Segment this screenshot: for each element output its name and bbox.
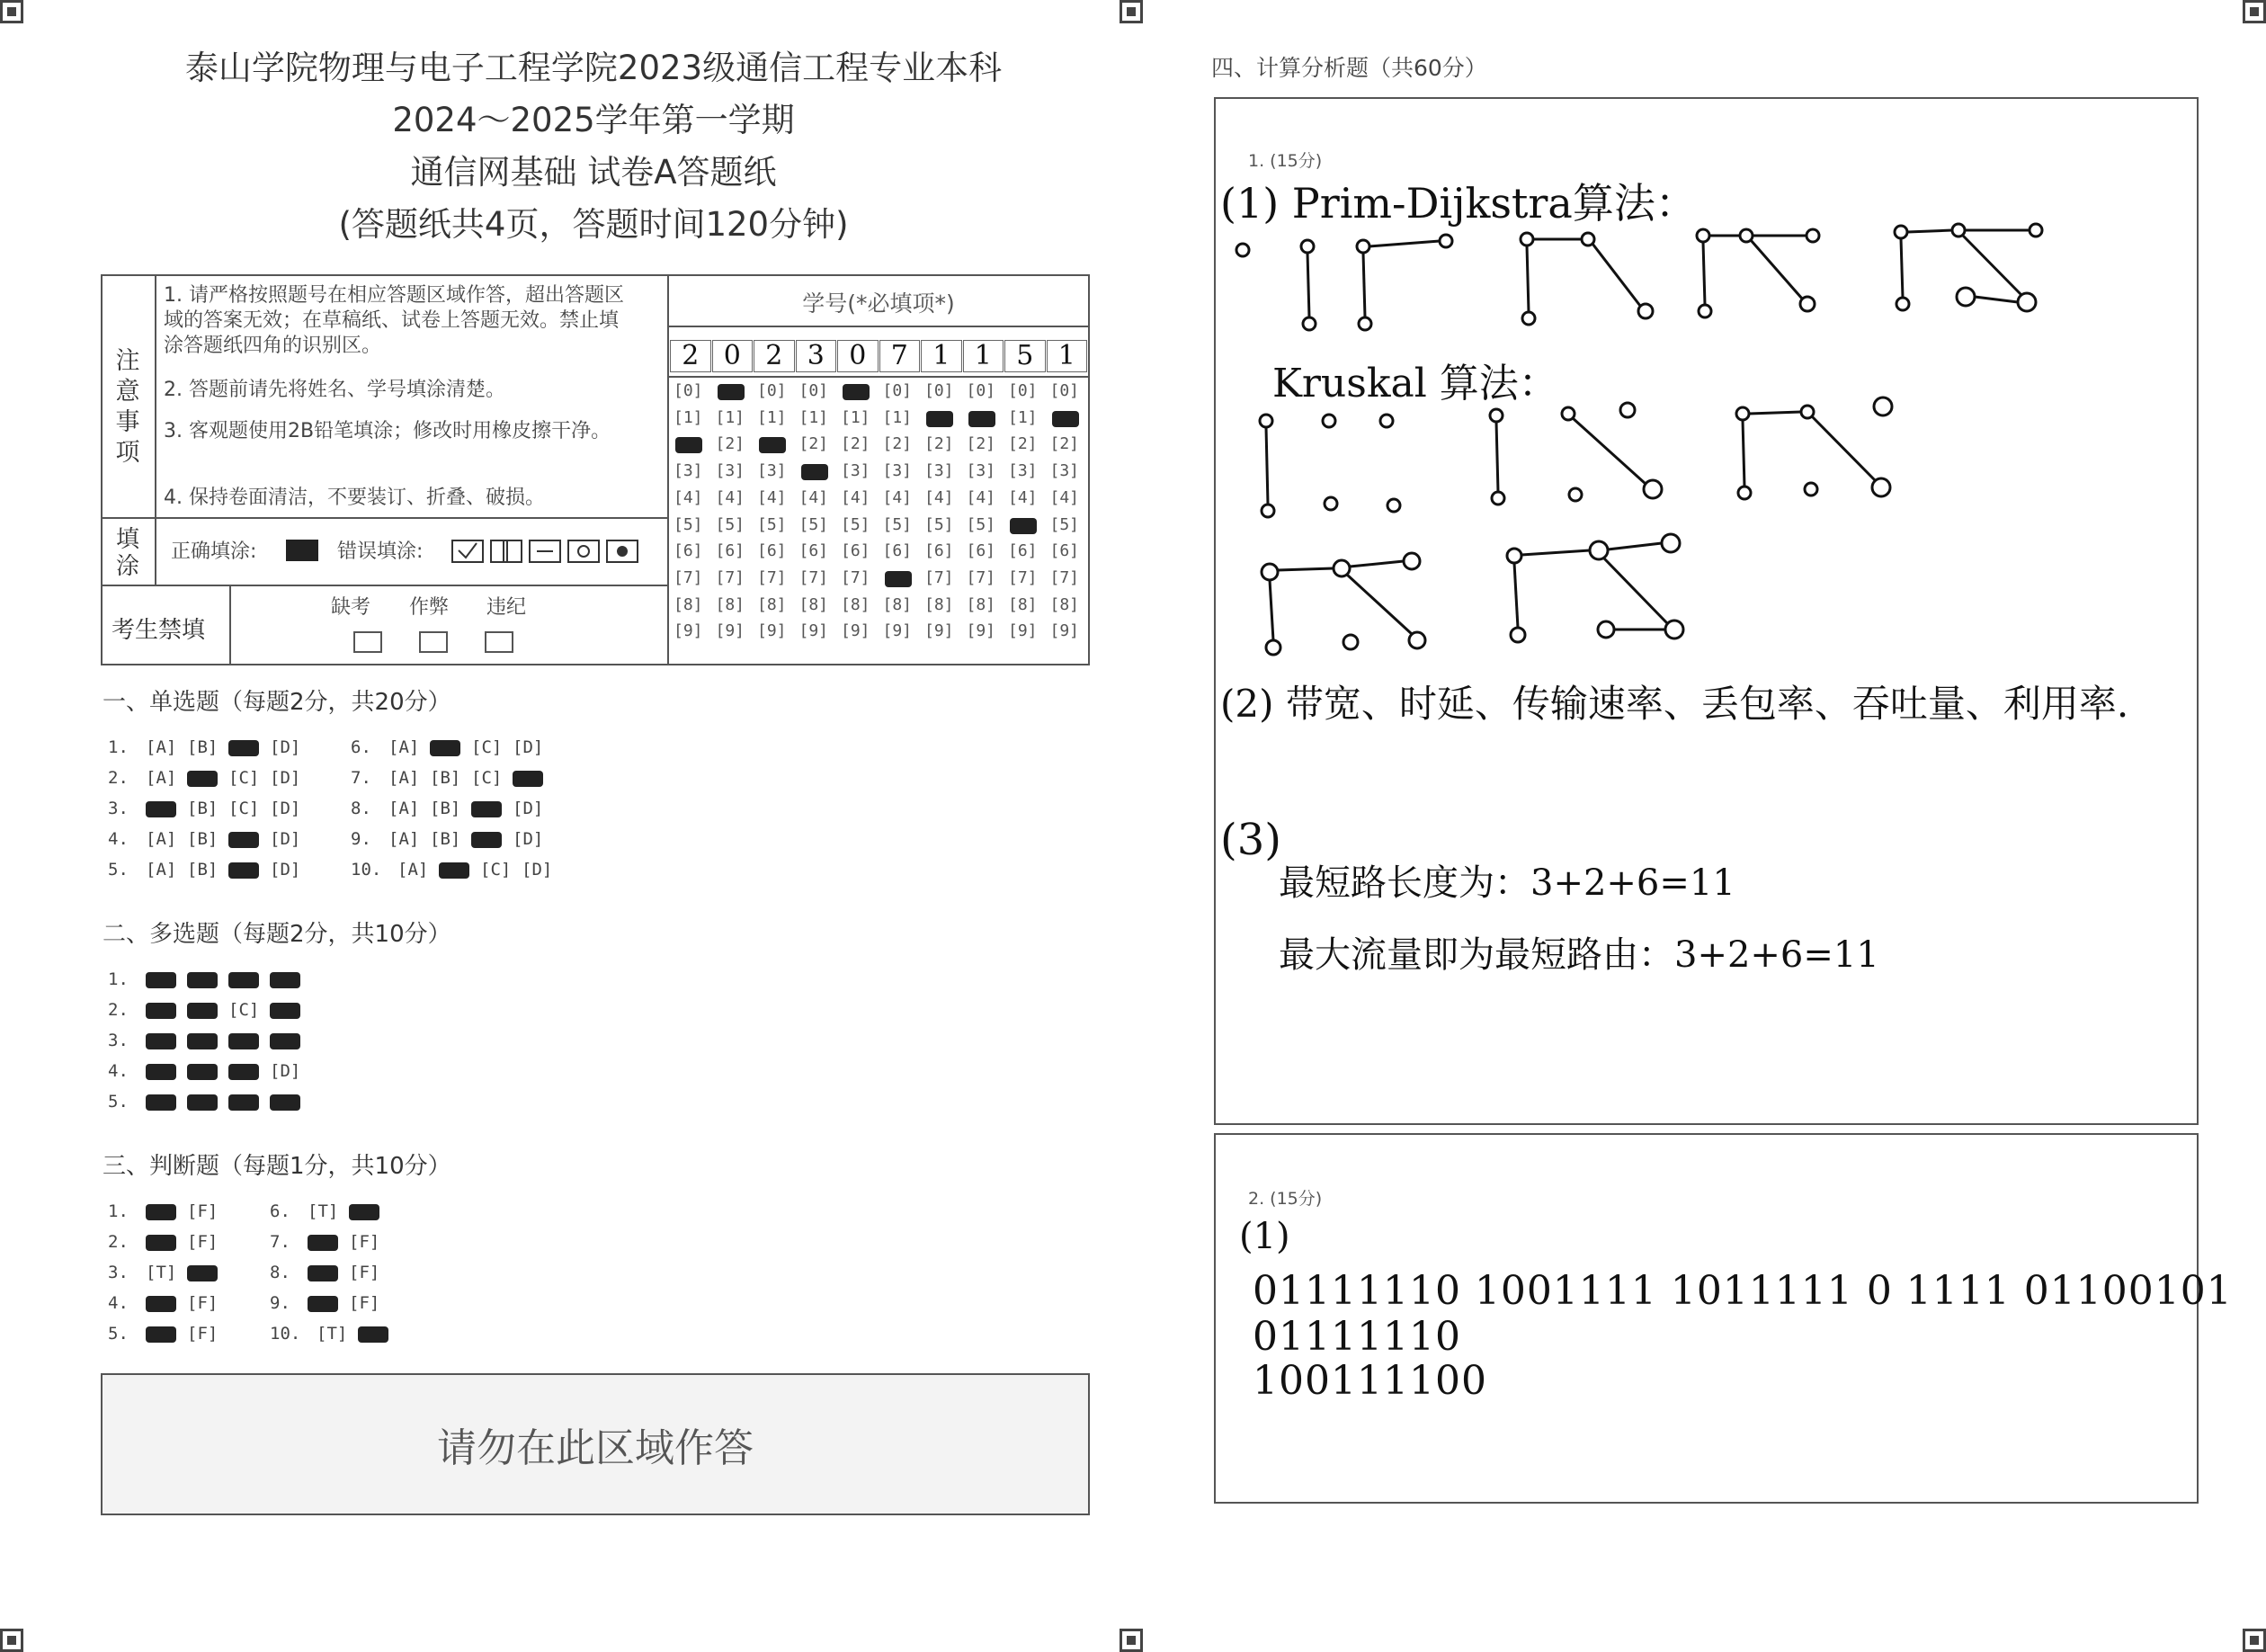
answer-row (108, 860, 311, 880)
question-number: 9. (270, 1293, 301, 1313)
student-id-bubble[interactable]: [9] (882, 621, 913, 641)
fill-correct-label: 正确填涂: (171, 540, 257, 563)
student-id-bubble[interactable]: [2] (966, 434, 996, 454)
option-bubble[interactable]: [F] (187, 1324, 219, 1344)
notice-item-4: 4. 保持卷面清洁，不要装订、折叠、破损。 (164, 487, 545, 509)
student-id-bubble[interactable]: [6] (841, 541, 870, 561)
option-bubble[interactable]: [C] (471, 768, 503, 788)
student-id-bubble[interactable]: [5] (798, 514, 829, 534)
student-id-bubble[interactable]: [9] (841, 621, 870, 641)
student-id-digit[interactable]: 2 (754, 340, 795, 372)
student-id-bubble[interactable] (1052, 411, 1079, 427)
registration-mark-bottom-center (1120, 1629, 1143, 1652)
student-id-bubble[interactable]: [0] (924, 381, 954, 400)
option-bubble[interactable] (146, 1293, 187, 1313)
student-id-bubble[interactable]: [3] (715, 461, 745, 481)
section1-title: 一、单选题（每题2分，共20分） (103, 689, 451, 716)
option-bubble[interactable] (270, 1031, 311, 1050)
student-id-bubble[interactable]: [5] (1049, 514, 1080, 534)
option-bubble[interactable]: [T] (308, 1201, 339, 1221)
student-id-bubble[interactable] (885, 571, 912, 587)
option-bubble[interactable]: [C] (471, 737, 503, 757)
option-bubble[interactable] (187, 1031, 228, 1050)
answer-row (270, 1324, 399, 1344)
option-bubble[interactable]: [A] (146, 860, 177, 880)
student-id-bubble[interactable]: [9] (757, 621, 787, 641)
student-id-bubble[interactable]: [8] (966, 594, 996, 614)
question-number: 1. (108, 737, 139, 757)
forbidden-box-absent[interactable] (353, 631, 382, 653)
student-id-bubble[interactable]: [3] (1008, 461, 1038, 481)
student-id-bubble[interactable]: [6] (966, 541, 996, 561)
question-number: 4. (108, 1061, 139, 1081)
q1-label: 1. (15分) (1248, 151, 1323, 171)
student-id-bubble[interactable]: [1] (674, 407, 703, 427)
section2-title: 二、多选题（每题2分，共10分） (103, 921, 451, 948)
option-bubble[interactable] (270, 969, 311, 989)
student-id-bubble[interactable]: [6] (1049, 541, 1080, 561)
forbidden-box-cheat[interactable] (419, 631, 448, 653)
q1-part3-line2: 最大流量即为最短路由：3+2+6=11 (1279, 934, 1879, 976)
student-id-bubble[interactable]: [1] (757, 407, 787, 427)
student-id-digit[interactable]: 1 (921, 340, 962, 372)
option-bubble[interactable]: [B] (187, 860, 219, 880)
answer-row (270, 1293, 390, 1313)
question-number: 6. (351, 737, 382, 757)
option-bubble[interactable] (146, 799, 187, 818)
registration-mark-top-center (1120, 0, 1143, 23)
option-bubble[interactable] (471, 829, 513, 849)
answer-row (351, 737, 554, 757)
student-id-bubble[interactable]: [3] (757, 461, 787, 481)
option-bubble[interactable]: [D] (270, 829, 301, 849)
no-answer-zone (101, 1373, 1090, 1515)
student-id-bubble[interactable]: [8] (715, 594, 745, 614)
student-id-bubble[interactable] (718, 384, 745, 400)
q2-part1: (1) (1239, 1216, 1290, 1257)
option-bubble[interactable]: [C] (228, 768, 260, 788)
option-bubble[interactable] (228, 1092, 270, 1112)
student-id-bubble[interactable]: [1] (841, 407, 870, 427)
student-id-bubble[interactable]: [6] (882, 541, 913, 561)
student-id-digit[interactable]: 1 (1047, 340, 1088, 372)
option-bubble[interactable] (358, 1324, 399, 1344)
student-id-bubble[interactable] (968, 411, 995, 427)
option-bubble[interactable]: [A] (146, 768, 177, 788)
answer-row (108, 1293, 228, 1313)
student-id-bubble[interactable]: [0] (1049, 381, 1080, 400)
student-id-bubble[interactable]: [2] (841, 434, 870, 454)
option-bubble[interactable] (308, 1263, 349, 1282)
student-id-digit[interactable]: 3 (796, 340, 837, 372)
student-id-bubble[interactable]: [7] (924, 567, 954, 587)
question-number: 3. (108, 1031, 139, 1050)
student-id-bubble[interactable]: [6] (798, 541, 829, 561)
option-bubble[interactable]: [B] (430, 768, 461, 788)
option-bubble[interactable] (146, 1061, 187, 1081)
question-number: 1. (108, 1201, 139, 1221)
option-bubble[interactable]: [D] (270, 1061, 301, 1081)
student-id-bubble[interactable]: [0] (757, 381, 787, 400)
student-id-bubble[interactable]: [9] (1049, 621, 1080, 641)
question-number: 7. (270, 1232, 301, 1252)
q2-bits-line2: 100111100 (1253, 1358, 1487, 1404)
question-number: 3. (108, 799, 139, 818)
student-id-bubble[interactable]: [8] (841, 594, 870, 614)
question-number: 10. (270, 1324, 311, 1344)
notice-item-2: 2. 答题前请先将姓名、学号填涂清楚。 (164, 379, 505, 401)
student-id-bubble[interactable]: [8] (882, 594, 913, 614)
answer-row (108, 1000, 311, 1020)
student-id-bubble[interactable]: [8] (924, 594, 954, 614)
option-bubble[interactable] (228, 860, 270, 880)
student-id-bubble[interactable]: [7] (966, 567, 996, 587)
forbidden-option-cheat: 作弊 (409, 596, 450, 619)
answer-row (270, 1263, 390, 1282)
student-id-bubble[interactable]: [9] (798, 621, 829, 641)
student-id-bubble[interactable] (801, 464, 828, 480)
student-id-bubble[interactable] (843, 384, 870, 400)
option-bubble[interactable] (146, 1031, 187, 1050)
student-id-bubble[interactable]: [9] (674, 621, 703, 641)
student-id-bubble[interactable]: [5] (715, 514, 745, 534)
notice-label: 注意事项 (115, 347, 140, 467)
student-id-bubble[interactable]: [2] (1008, 434, 1038, 454)
student-id-bubble[interactable]: [4] (882, 487, 913, 507)
student-id-bubble[interactable]: [5] (757, 514, 787, 534)
option-bubble[interactable]: [D] (513, 737, 544, 757)
option-bubble[interactable] (439, 860, 480, 880)
option-bubble[interactable]: [F] (187, 1232, 219, 1252)
option-bubble[interactable]: [D] (522, 860, 553, 880)
forbidden-option-absent: 缺考 (331, 596, 371, 619)
student-id-bubble[interactable]: [4] (674, 487, 703, 507)
q1-part3-label: (3) (1220, 815, 1281, 865)
answer-row (108, 768, 311, 788)
question-number: 8. (270, 1263, 301, 1282)
student-id-bubble[interactable]: [1] (882, 407, 913, 427)
student-id-bubble[interactable]: [3] (924, 461, 954, 481)
answer-row (351, 799, 554, 818)
option-bubble[interactable] (146, 969, 187, 989)
registration-mark-top-left (0, 0, 23, 23)
answer-row (108, 1263, 228, 1282)
option-bubble[interactable]: [B] (187, 737, 219, 757)
question-number: 1. (108, 969, 139, 989)
registration-mark-bottom-right (2243, 1629, 2266, 1652)
student-id-bubble[interactable]: [0] (966, 381, 996, 400)
option-bubble[interactable]: [T] (317, 1324, 348, 1344)
student-id-bubble[interactable]: [5] (841, 514, 870, 534)
option-bubble[interactable]: [A] (397, 860, 429, 880)
student-id-bubble[interactable]: [0] (798, 381, 829, 400)
student-id-bubble[interactable]: [9] (715, 621, 745, 641)
no-answer-zone-label: 请勿在此区域作答 (437, 1425, 754, 1471)
option-bubble[interactable]: [D] (270, 737, 301, 757)
q2-bits-line1: 01111110 1001111 1011111 0 1111 01100101 01111110 (1253, 1268, 2233, 1360)
notice-item-3: 3. 客观题使用2B铅笔填涂；修改时用橡皮擦干净。 (164, 420, 611, 442)
question-number: 5. (108, 1092, 139, 1112)
option-bubble[interactable]: [A] (388, 768, 420, 788)
option-bubble[interactable] (349, 1201, 390, 1221)
q1-part2: (2) 带宽、时延、传输速率、丢包率、吞吐量、利用率. (1220, 682, 2129, 726)
student-id-bubble[interactable]: [4] (924, 487, 954, 507)
option-bubble[interactable]: [T] (146, 1263, 177, 1282)
option-bubble[interactable] (471, 799, 513, 818)
option-bubble[interactable]: [D] (270, 860, 301, 880)
student-id-bubble[interactable]: [2] (1049, 434, 1080, 454)
student-id-bubble[interactable]: [4] (1049, 487, 1080, 507)
fill-correct-sample (286, 540, 318, 561)
registration-mark-bottom-left (0, 1629, 23, 1652)
student-id-bubble[interactable]: [9] (924, 621, 954, 641)
student-id-bubble[interactable]: [8] (674, 594, 703, 614)
student-id-digit[interactable]: 0 (837, 340, 879, 372)
answer-row (270, 1232, 390, 1252)
student-id-bubble[interactable]: [7] (674, 567, 703, 587)
student-id-bubble[interactable]: [6] (715, 541, 745, 561)
option-bubble[interactable] (228, 969, 270, 989)
answer-row (108, 1201, 228, 1221)
option-bubble[interactable] (187, 768, 228, 788)
student-id-bubble[interactable]: [7] (1008, 567, 1038, 587)
student-id-digit[interactable]: 2 (670, 340, 711, 372)
question-number: 9. (351, 829, 382, 849)
student-id-bubble[interactable]: [5] (674, 514, 703, 534)
question-number: 4. (108, 1293, 139, 1313)
student-id-bubble[interactable]: [7] (757, 567, 787, 587)
option-bubble[interactable] (187, 1092, 228, 1112)
question-number: 2. (108, 1232, 139, 1252)
option-bubble[interactable]: [D] (270, 799, 301, 818)
q2-label: 2. (15分) (1248, 1189, 1323, 1209)
option-bubble[interactable] (187, 1263, 228, 1282)
student-id-bubble[interactable]: [4] (841, 487, 870, 507)
answer-row (108, 1061, 311, 1081)
student-id-bubble[interactable]: [5] (924, 514, 954, 534)
student-id-bubble[interactable]: [5] (966, 514, 996, 534)
option-bubble[interactable] (146, 1324, 187, 1344)
student-id-bubble[interactable]: [3] (1049, 461, 1080, 481)
fill-wrong-samples (451, 538, 649, 568)
option-bubble[interactable]: [F] (349, 1293, 380, 1313)
answer-row (108, 829, 311, 849)
student-id-bubble[interactable]: [5] (882, 514, 913, 534)
student-id-bubble[interactable]: [6] (1008, 541, 1038, 561)
question-number: 4. (108, 829, 139, 849)
question-number: 10. (351, 860, 392, 880)
question-number: 3. (108, 1263, 139, 1282)
option-bubble[interactable]: [C] (228, 799, 260, 818)
student-id-bubble[interactable]: [1] (1008, 407, 1038, 427)
option-bubble[interactable] (228, 1031, 270, 1050)
option-bubble[interactable]: [A] (146, 829, 177, 849)
answer-row (108, 1031, 311, 1050)
student-id-bubble[interactable]: [4] (715, 487, 745, 507)
option-bubble[interactable] (228, 829, 270, 849)
question-number: 7. (351, 768, 382, 788)
student-id-bubble[interactable]: [3] (841, 461, 870, 481)
answer-row (351, 860, 563, 880)
student-id-bubble[interactable]: [3] (882, 461, 913, 481)
q1-part1-prim: (1) Prim-Dijkstra算法： (1220, 179, 1697, 228)
option-bubble[interactable] (228, 1061, 270, 1081)
student-id-bubble[interactable]: [7] (841, 567, 870, 587)
student-id-bubble[interactable]: [1] (798, 407, 829, 427)
student-id-bubble[interactable]: [7] (798, 567, 829, 587)
answer-row (351, 768, 554, 788)
option-bubble[interactable] (430, 737, 471, 757)
answer-row (108, 1092, 311, 1112)
option-bubble[interactable]: [F] (187, 1293, 219, 1313)
student-id-bubble[interactable]: [2] (924, 434, 954, 454)
student-id-bubble[interactable] (675, 437, 702, 453)
option-bubble[interactable] (146, 1000, 187, 1020)
option-bubble[interactable]: [A] (146, 737, 177, 757)
student-id-bubble[interactable]: [4] (966, 487, 996, 507)
student-id-bubble[interactable]: [9] (966, 621, 996, 641)
notice-item-1: 1. 请严格按照题号在相应答题区域作答，超出答题区域的答案无效；在草稿纸、试卷上答题无效。禁止填涂答题纸四角的识别区。 (164, 284, 624, 357)
option-bubble[interactable]: [D] (270, 768, 301, 788)
option-bubble[interactable]: [F] (349, 1263, 380, 1282)
option-bubble[interactable] (187, 1000, 228, 1020)
option-bubble[interactable] (146, 1092, 187, 1112)
question-number: 8. (351, 799, 382, 818)
student-id-bubble[interactable]: [0] (674, 381, 703, 400)
answer-row (108, 969, 311, 989)
student-id-bubble[interactable] (926, 411, 953, 427)
question-number: 6. (270, 1201, 301, 1221)
q1-part3-line1: 最短路长度为：3+2+6=11 (1279, 862, 1735, 904)
option-bubble[interactable] (270, 1000, 311, 1020)
student-id-bubble[interactable]: [0] (882, 381, 913, 400)
option-bubble[interactable]: [D] (513, 799, 544, 818)
header-title-line3: 通信网基础 试卷A答题纸 (410, 153, 777, 192)
option-bubble[interactable]: [A] (388, 737, 420, 757)
student-id-bubble[interactable]: [3] (966, 461, 996, 481)
q1-graph-sketches (1214, 207, 2113, 674)
student-id-bubble[interactable]: [8] (757, 594, 787, 614)
student-id-title: 学号(*必填项*) (802, 290, 955, 317)
student-id-bubble[interactable]: [7] (715, 567, 745, 587)
student-id-bubble[interactable]: [9] (1008, 621, 1038, 641)
option-bubble[interactable] (308, 1232, 349, 1252)
student-id-bubble[interactable]: [6] (924, 541, 954, 561)
student-id-digit[interactable]: 1 (963, 340, 1004, 372)
question-number: 5. (108, 860, 139, 880)
header-title-line4: (答题纸共4页，答题时间120分钟) (338, 205, 849, 244)
option-bubble[interactable]: [B] (430, 829, 461, 849)
option-bubble[interactable]: [D] (513, 829, 544, 849)
option-bubble[interactable] (513, 768, 554, 788)
option-bubble[interactable] (187, 969, 228, 989)
answer-row (108, 1232, 228, 1252)
student-id-bubble[interactable]: [0] (1008, 381, 1038, 400)
student-id-bubble[interactable]: [8] (1008, 594, 1038, 614)
option-bubble[interactable] (228, 737, 270, 757)
section4-title: 四、计算分析题（共60分） (1211, 55, 1487, 81)
student-id-bubble[interactable]: [4] (1008, 487, 1038, 507)
option-bubble[interactable] (308, 1293, 349, 1313)
q1-part1-kruskal: Kruskal 算法： (1272, 361, 1558, 406)
option-bubble[interactable] (270, 1092, 311, 1112)
fill-wrong-label: 错误填涂: (337, 540, 424, 563)
student-id-bubble[interactable]: [8] (798, 594, 829, 614)
forbidden-box-violation[interactable] (485, 631, 513, 653)
student-id-bubble[interactable] (759, 437, 786, 453)
student-id-digit[interactable]: 7 (879, 340, 921, 372)
option-bubble[interactable]: [C] (480, 860, 512, 880)
student-id-digit[interactable]: 5 (1004, 340, 1046, 372)
forbidden-label: 考生禁填 (112, 617, 206, 644)
header-title-line1: 泰山学院物理与电子工程学院2023级通信工程专业本科 (184, 49, 1003, 87)
answer-row (351, 829, 554, 849)
option-bubble[interactable]: [A] (388, 829, 420, 849)
forbidden-option-violation: 违纪 (486, 596, 527, 619)
student-id-bubble[interactable]: [1] (715, 407, 745, 427)
question-number: 2. (108, 768, 139, 788)
option-bubble[interactable] (187, 1061, 228, 1081)
option-bubble[interactable]: [B] (187, 799, 219, 818)
student-id-bubble[interactable]: [2] (798, 434, 829, 454)
option-bubble[interactable] (146, 1232, 187, 1252)
option-bubble[interactable]: [B] (430, 799, 461, 818)
header-title-line2: 2024～2025学年第一学期 (392, 101, 795, 139)
option-bubble[interactable]: [C] (228, 1000, 260, 1020)
student-id-bubble[interactable] (1010, 518, 1037, 534)
option-bubble[interactable]: [F] (349, 1232, 380, 1252)
answer-row (270, 1201, 390, 1221)
option-bubble[interactable]: [B] (187, 829, 219, 849)
student-id-bubble[interactable]: [3] (674, 461, 703, 481)
answer-row (108, 799, 311, 818)
registration-mark-top-right (2243, 0, 2266, 23)
question-number: 5. (108, 1324, 139, 1344)
student-id-bubble[interactable]: [6] (674, 541, 703, 561)
student-id-digit[interactable]: 0 (712, 340, 754, 372)
student-id-bubble[interactable]: [2] (882, 434, 913, 454)
fill-label: 填涂 (115, 526, 139, 580)
answer-row (108, 1324, 228, 1344)
student-id-bubble[interactable]: [2] (715, 434, 745, 454)
section3-title: 三、判断题（每题1分，共10分） (103, 1153, 451, 1180)
student-id-bubble[interactable]: [8] (1049, 594, 1080, 614)
student-id-bubble[interactable]: [7] (1049, 567, 1080, 587)
answer-row (108, 737, 311, 757)
question-number: 2. (108, 1000, 139, 1020)
student-id-bubble[interactable]: [4] (798, 487, 829, 507)
student-id-bubble[interactable]: [4] (757, 487, 787, 507)
student-id-bubble[interactable]: [6] (757, 541, 787, 561)
option-bubble[interactable]: [A] (388, 799, 420, 818)
option-bubble[interactable]: [F] (187, 1201, 219, 1221)
option-bubble[interactable] (146, 1201, 187, 1221)
